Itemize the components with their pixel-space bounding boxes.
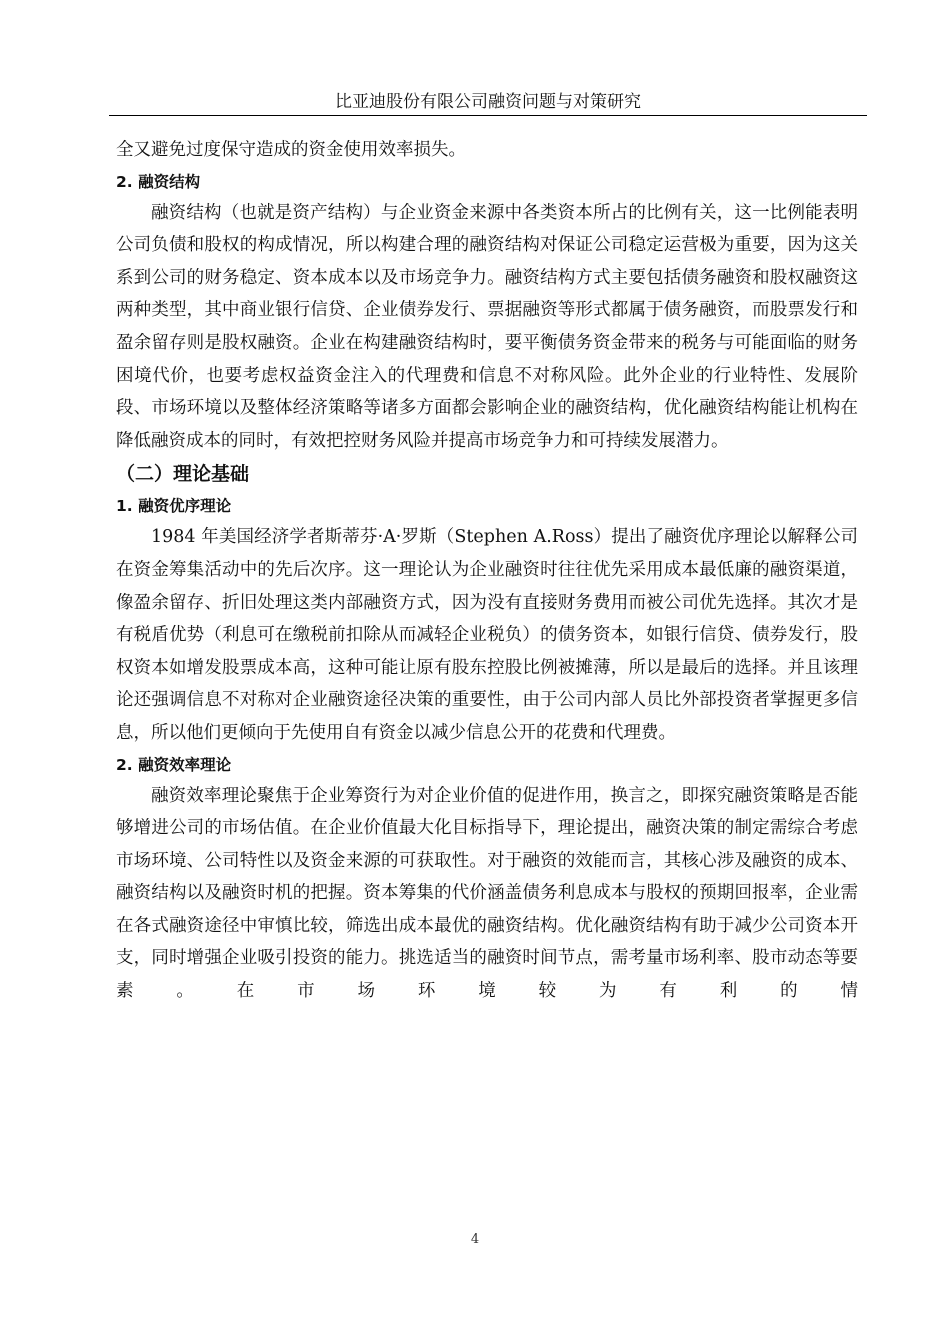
page-header bbox=[109, 92, 867, 116]
document-body bbox=[116, 134, 858, 1008]
section-heading-theory: （二）理论基础 bbox=[116, 463, 250, 486]
header-title: 比亚迪股份有限公司融资问题与对策研究 bbox=[335, 92, 641, 112]
subheading-financing-structure: 2. 融资结构 bbox=[116, 172, 201, 191]
paragraph-continuation: 全又避免过度保守造成的资金使用效率损失。 bbox=[116, 140, 466, 160]
subheading-pecking-order: 1. 融资优序理论 bbox=[116, 497, 232, 516]
page-number: 4 bbox=[470, 1232, 480, 1247]
paragraph-pecking-order: 1984 年美国经济学者斯蒂芬·A·罗斯（Stephen A.Ross）提出了融资优序理论以解释公司在资金筹集活动中的先后次序。这一理论认为企业融资时往往优先采用成本最低廉的融资渠道，像盈余留存、折旧处理这类内部融资方式，因为没有直接财务费用而被公司优先选择。其次才是有税盾优势（利息可在缴税前扣除从而减轻企业税负）的债务资本，如银行信贷、债券发行，股权资本如增发股票成本高，这种可能让原有股东控股比例被摊薄，所以是最后的选择。并且该理论还强调信息不对称对企业融资途径决策的重要性，由于公司内部人员比外部投资者掌握更多信息，所以他们更倾向于先使用自有资金以减少信息公开的花费和代理费。 bbox=[116, 527, 858, 743]
paragraph-financing-structure: 融资结构（也就是资产结构）与企业资金来源中各类资本所占的比例有关，这一比例能表明公司负债和股权的构成情况，所以构建合理的融资结构对保证公司稳定运营极为重要，因为这关系到公司的财务稳定、资本成本以及市场竞争力。融资结构方式主要包括债务融资和股权融资这两种类型，其中商业银行信贷、企业债券发行、票据融资等形式都属于债务融资，而股票发行和盈余留存则是股权融资。企业在构建融资结构时，要平衡债务资金带来的税务与可能面临的财务困境代价，也要考虑权益资金注入的代理费和信息不对称风险。此外企业的行业特性、发展阶段、市场环境以及整体经济策略等诸多方面都会影响企业的融资结构，优化融资结构能让机构在降低融资成本的同时，有效把控财务风险并提高市场竞争力和可持续发展潜力。 bbox=[116, 202, 858, 451]
subheading-financing-efficiency: 2. 融资效率理论 bbox=[116, 755, 232, 774]
paragraph-financing-efficiency: 融资效率理论聚焦于企业筹资行为对企业价值的促进作用，换言之，即探究融资策略是否能够增进公司的市场估值。在企业价值最大化目标指导下，理论提出，融资决策的制定需综合考虑市场环境、公司特性以及资金来源的可获取性。对于融资的效能而言，其核心涉及融资的成本、融资结构以及融资时机的把握。资本筹集的代价涵盖债务利息成本与股权的预期回报率，企业需在各式融资途径中审慎比较，筛选出成本最优的融资结构。优化融资结构有助于减少公司资本开支，同时增强企业吸引投资的能力。挑选适当的融资时间节点，需考量市场利率、股市动态等要素。在市场环境较为有利的情 bbox=[116, 785, 858, 1002]
